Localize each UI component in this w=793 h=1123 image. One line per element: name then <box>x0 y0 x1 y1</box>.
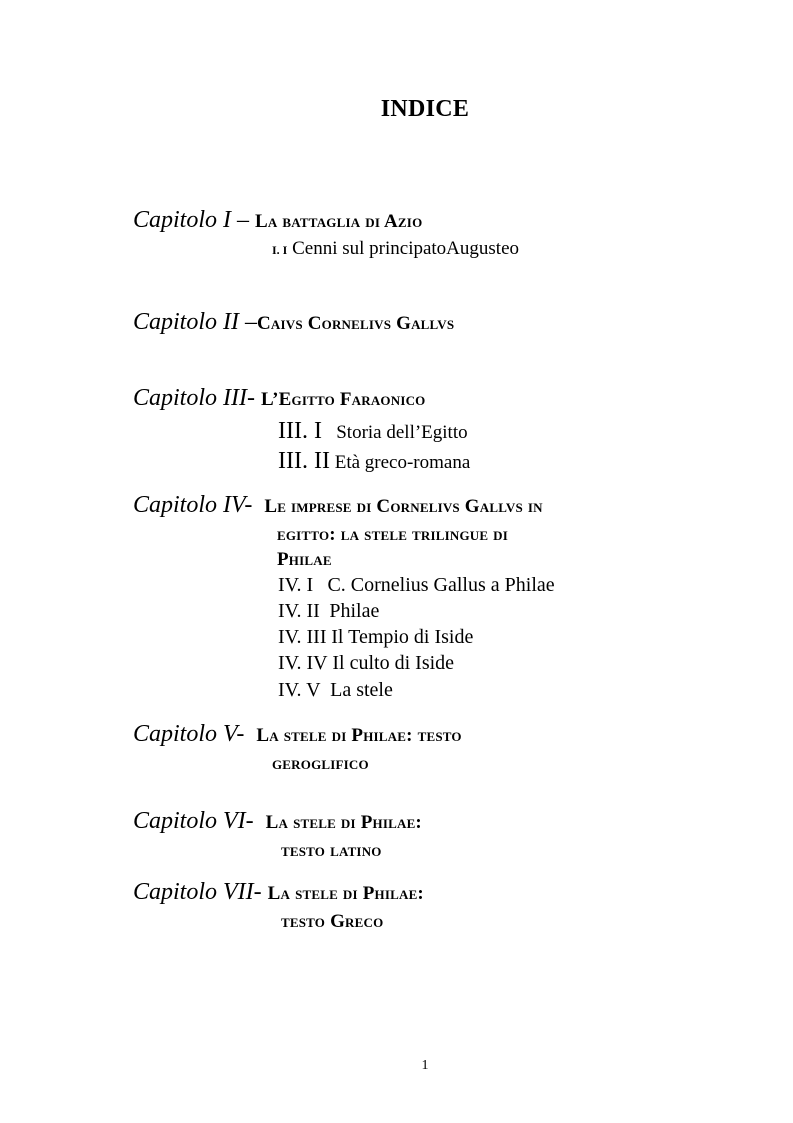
chapter-2-title: Caivs Cornelivs Gallvs <box>257 313 455 334</box>
section-4-1 <box>278 574 555 597</box>
chapter-2-label: Capitolo II <box>133 309 239 335</box>
section-4-4-text: Il culto di Iside <box>332 652 455 674</box>
chapter-6-separator <box>254 808 266 834</box>
section-1-1-number: I. I <box>272 243 288 257</box>
chapter-2-heading <box>133 309 454 336</box>
chapter-4-title-line-2: egitto: la stele trilingue di <box>277 524 509 545</box>
section-4-2-number: IV. II <box>278 600 320 622</box>
chapter-4-heading <box>133 492 543 519</box>
section-4-5-number: IV. V <box>278 679 321 701</box>
page-number: 1 <box>421 1058 429 1073</box>
section-3-1 <box>278 418 468 445</box>
section-4-4 <box>278 652 454 675</box>
section-4-1-text: C. Cornelius Gallus a Philae <box>327 574 555 596</box>
chapter-4-title-line-3: Philae <box>277 549 332 570</box>
chapter-6-label: Capitolo VI- <box>133 808 254 834</box>
chapter-3-title: L’Egitto Faraonico <box>260 389 426 410</box>
chapter-4-separator <box>252 492 264 518</box>
chapter-7-label: Capitolo VII- <box>133 879 262 905</box>
section-4-1-number: IV. I <box>278 574 314 596</box>
chapter-5-label: Capitolo V- <box>133 721 245 747</box>
chapter-1-heading <box>133 207 422 234</box>
chapter-4-title-line-1: Le imprese di Cornelivs Gallvs in <box>264 496 543 517</box>
chapter-7-heading <box>133 879 424 906</box>
chapter-5-separator <box>244 721 256 747</box>
chapter-1-title: La battaglia di Azio <box>255 211 423 232</box>
section-4-2 <box>278 600 379 623</box>
chapter-1-label: Capitolo I <box>133 207 232 233</box>
section-4-3 <box>278 626 473 649</box>
section-1-1-text: Cenni sul principatoAugusteo <box>292 238 520 259</box>
section-1-1 <box>272 238 519 260</box>
chapter-4-label: Capitolo IV- <box>133 492 253 518</box>
chapter-6-heading <box>133 808 422 835</box>
chapter-1-separator: – <box>231 207 256 233</box>
page-title: INDICE <box>380 96 470 122</box>
section-4-5-text: La stele <box>330 679 393 701</box>
chapter-7-title-line-1: La stele di Philae: <box>267 883 424 904</box>
section-3-2 <box>278 448 470 475</box>
section-3-2-number: III. II <box>278 448 330 474</box>
chapter-3-heading <box>133 385 425 412</box>
section-4-2-text: Philae <box>329 600 380 622</box>
chapter-7-title-line-2: testo Greco <box>281 911 384 932</box>
section-4-3-number: IV. III <box>278 626 327 648</box>
section-3-1-text: Storia dell’Egitto <box>336 422 468 443</box>
section-4-5 <box>278 679 393 702</box>
section-3-2-text: Età greco-romana <box>334 452 471 473</box>
section-3-1-number: III. I <box>278 418 322 444</box>
chapter-3-label: Capitolo III- <box>133 385 255 411</box>
chapter-5-title-line-1: La stele di Philae: testo <box>256 725 462 746</box>
section-4-4-number: IV. IV <box>278 652 328 674</box>
chapter-6-title-line-2: testo latino <box>281 840 382 861</box>
chapter-5-heading <box>133 721 462 748</box>
chapter-5-title-line-2: geroglifico <box>272 753 369 774</box>
section-4-3-text: Il Tempio di Iside <box>331 626 474 648</box>
chapter-2-separator: – <box>239 309 257 335</box>
chapter-6-title-line-1: La stele di Philae: <box>265 812 422 833</box>
